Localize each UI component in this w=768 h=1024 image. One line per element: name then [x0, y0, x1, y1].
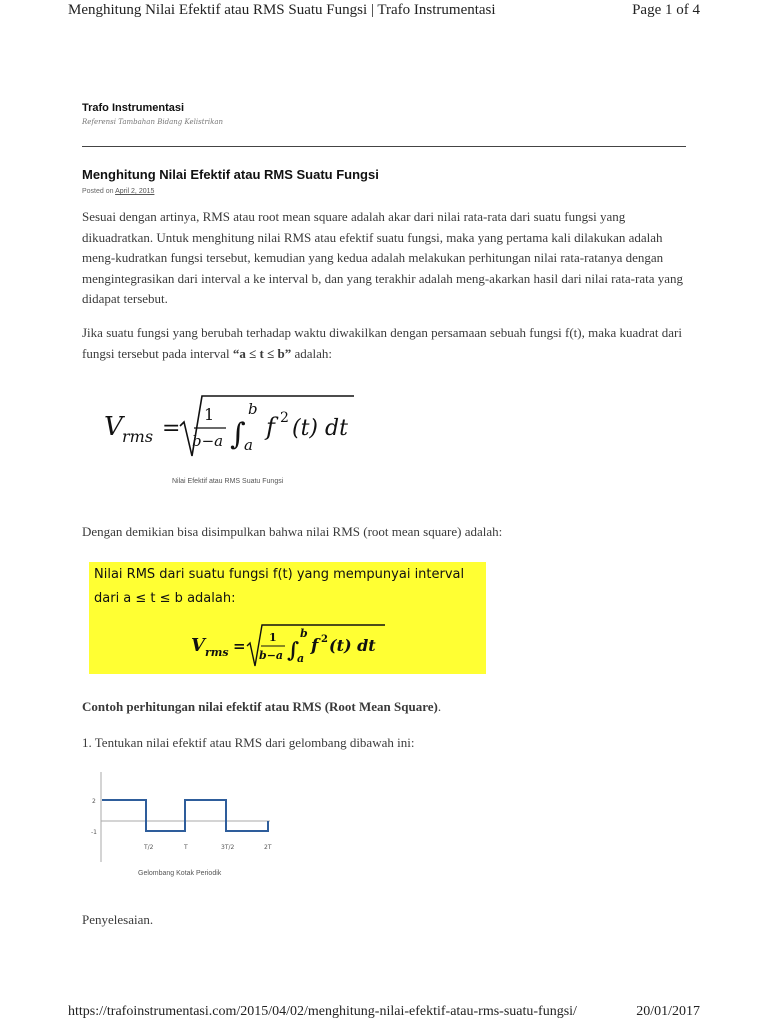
hl-formula-lhs-sub: rms — [205, 646, 229, 659]
print-page-title: Menghitung Nilai Efektif atau RMS Suatu Fungsi | Trafo Instrumentasi — [68, 2, 496, 18]
x-label-3half-t: 3T/2 — [221, 844, 235, 851]
example-heading-text: Contoh perhitungan nilai efektif atau RMS (Root Mean Square) — [82, 699, 438, 714]
formula-lhs-sub: rms — [122, 427, 154, 446]
example-question: 1. Tentukan nilai efektif atau RMS dari gelombang dibawah ini: — [82, 735, 415, 750]
rms-formula-image — [96, 386, 376, 464]
example-heading-period: . — [437, 699, 442, 714]
integral-upper: b — [248, 400, 258, 418]
hl-formula-integrand: f — [311, 636, 319, 656]
hl-formula-args: (t) dt — [329, 636, 376, 655]
interval-expression: “a ≤ t ≤ b” — [232, 345, 292, 361]
example-heading — [82, 699, 441, 715]
highlight-line-2: dari a ≤ t ≤ b adalah: — [94, 591, 236, 606]
hl-formula-power: 2 — [321, 634, 328, 645]
hl-formula-equals: = — [233, 637, 246, 655]
integral-lower: a — [244, 436, 253, 454]
article-meta — [82, 188, 154, 195]
print-footer — [0, 1004, 768, 1024]
hl-formula-denominator: b−a — [259, 649, 284, 662]
print-page-number: Page 1 of 4 — [632, 2, 700, 18]
intro-paragraph: Sesuai dengan artinya, RMS atau root mean square adalah akar dari nilai rata-rata dari suatu fungsi yang dikuadratkan. Untuk menghitung nilai RMS atau efektif suatu fungsi, maka yang pertama kali dilakukan adalah meng-kudratkan fungsi tersebut, kemudian yang kedua adalah melakukan perhitungan nilai rata-ratanya dengan mengintegrasikan dari interval a ke interval b, dan yang terakhir adalah meng-akarkan hasil dari nilai rata-rata yang didapat tersebut. — [82, 209, 683, 306]
site-description: Referensi Tambahan Bidang Kelistrikan — [82, 118, 224, 126]
highlight-line-1: Nilai RMS dari suatu fungsi f(t) yang mempunyai interval — [94, 567, 465, 582]
formula-args: (t) dt — [292, 416, 348, 441]
y-label-2: 2 — [92, 798, 96, 805]
highlight-formula — [189, 618, 389, 670]
site-title[interactable]: Trafo Instrumentasi — [82, 102, 185, 114]
print-url: https://trafoinstrumentasi.com/2015/04/02/menghitung-nilai-efektif-atau-rms-suatu-fungsi/ — [68, 1004, 577, 1019]
x-label-half-t: T/2 — [144, 844, 154, 851]
print-date: 20/01/2017 — [636, 1004, 700, 1019]
hl-formula-lhs: V — [191, 635, 205, 656]
formula-integrand: f — [266, 413, 275, 441]
posted-label: Posted on — [82, 188, 114, 195]
hl-formula-numerator: 1 — [269, 631, 277, 644]
formula-caption: Nilai Efektif atau RMS Suatu Fungsi — [172, 478, 284, 485]
posted-date-link[interactable]: April 2, 2015 — [115, 188, 155, 195]
formula-lhs: V — [104, 412, 123, 442]
hl-integral-sign: ∫ — [287, 637, 300, 662]
solution-heading: Penyelesaian. — [82, 912, 154, 927]
conclusion-paragraph: Dengan demikian bisa disimpulkan bahwa nilai RMS (root mean square) adalah: — [82, 524, 503, 539]
rms-highlight-box — [89, 562, 486, 674]
interval-paragraph-tail: adalah: — [291, 345, 333, 361]
interval-paragraph-text: Jika suatu fungsi yang berubah terhadap waktu diwakilkan dengan persamaan sebuah fungsi f(t), maka kuadrat dari fungsi tersebut pada interval — [82, 325, 682, 361]
x-label-2t: 2T — [264, 844, 272, 851]
square-wave-figure — [88, 770, 288, 866]
integral-sign: ∫ — [230, 417, 246, 452]
article-title: Menghitung Nilai Efektif atau RMS Suatu Fungsi — [82, 167, 379, 182]
wave-signal — [102, 800, 268, 831]
hl-integral-upper: b — [300, 627, 308, 640]
header-divider — [82, 146, 686, 147]
interval-paragraph — [82, 323, 688, 364]
formula-denominator: b−a — [192, 432, 224, 450]
formula-numerator: 1 — [204, 405, 215, 424]
formula-power: 2 — [280, 410, 289, 426]
formula-equals: = — [162, 416, 181, 441]
y-label-minus1: -1 — [91, 829, 97, 836]
x-label-t: T — [184, 844, 188, 851]
hl-integral-lower: a — [297, 652, 305, 665]
print-header — [0, 0, 768, 26]
site-branding — [82, 102, 223, 126]
wave-caption: Gelombang Kotak Periodik — [138, 870, 222, 877]
